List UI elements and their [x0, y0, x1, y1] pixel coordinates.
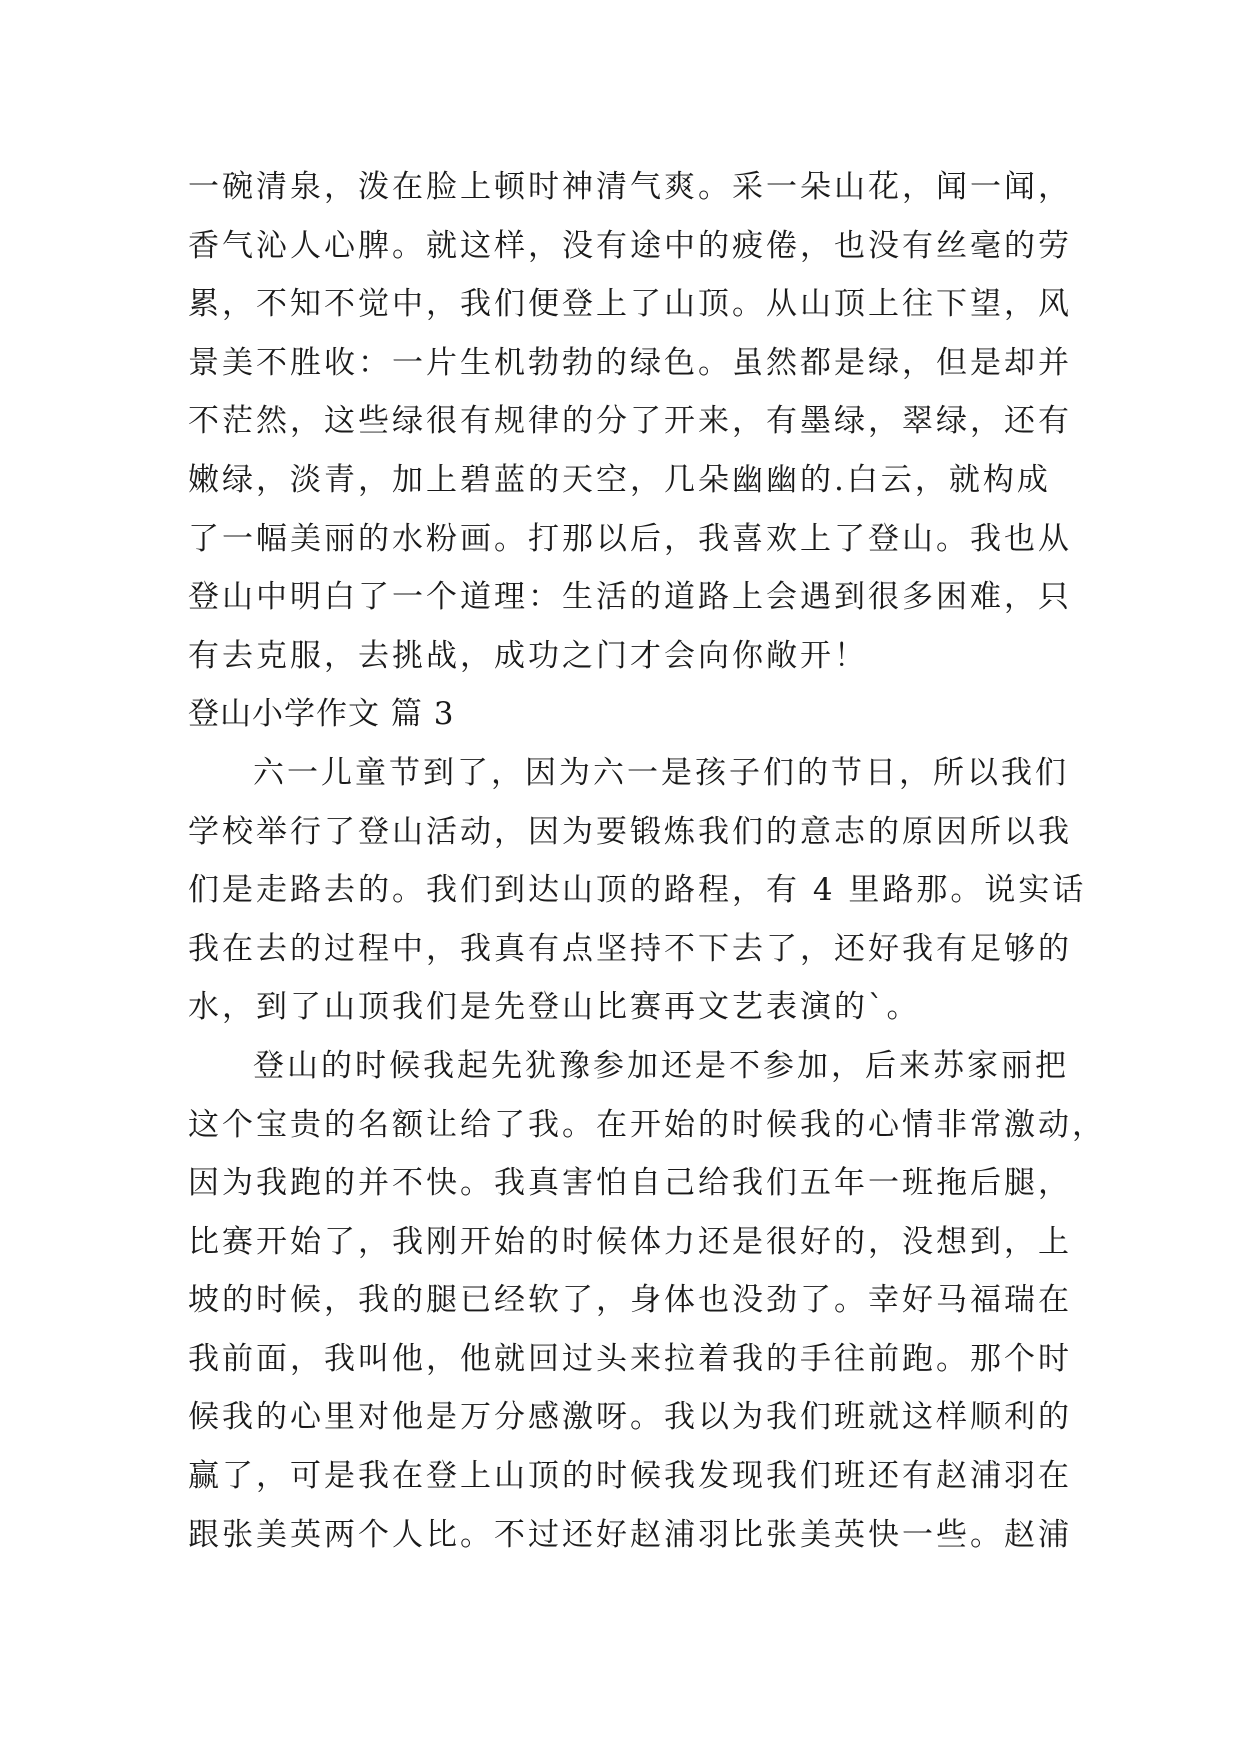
text-line: 们是走路去的。我们到达山顶的路程，有 4 里路那。说实话: [188, 872, 1087, 909]
text-line: 水，到了山顶我们是先登山比赛再文艺表演的`。: [188, 989, 921, 1026]
text-line: 了一幅美丽的水粉画。打那以后，我喜欢上了登山。我也从: [188, 520, 1072, 557]
text-line: 景美不胜收：一片生机勃勃的绿色。虽然都是绿，但是却并: [188, 344, 1072, 381]
text-line: 我前面，我叫他，他就回过头来拉着我的手往前跑。那个时: [188, 1340, 1072, 1377]
paragraph-3: [188, 1037, 1106, 1564]
text-line: 因为我跑的并不快。我真害怕自己给我们五年一班拖后腿，: [188, 1165, 1072, 1202]
text-line: 六一儿童节到了，因为六一是孩子们的节日，所以我们: [253, 754, 1069, 791]
text-line: 候我的心里对他是万分感激呀。我以为我们班就这样顺利的: [188, 1399, 1072, 1436]
text-line: 学校举行了登山活动，因为要锻炼我们的意志的原因所以我: [188, 813, 1072, 850]
text-line: 赢了，可是我在登上山顶的时候我发现我们班还有赵浦羽在: [188, 1458, 1072, 1495]
text-line: 登山中明白了一个道理：生活的道路上会遇到很多困难，只: [188, 579, 1072, 616]
text-line: 坡的时候，我的腿已经软了，身体也没劲了。幸好马福瑞在: [188, 1282, 1072, 1319]
text-line: 不茫然，这些绿很有规律的分了开来，有墨绿，翠绿，还有: [188, 403, 1072, 440]
text-line: 香气沁人心脾。就这样，没有途中的疲倦，也没有丝毫的劳: [188, 227, 1072, 264]
section-heading: 登山小学作文 篇 3: [188, 696, 455, 733]
paragraph-1: [188, 158, 1072, 685]
text-line: 嫩绿，淡青，加上碧蓝的天空，几朵幽幽的.白云，就构成: [188, 461, 1051, 498]
text-line: 跟张美英两个人比。不过还好赵浦羽比张美英快一些。赵浦: [188, 1516, 1072, 1553]
paragraph-2: [188, 744, 1087, 1037]
document-body: [188, 158, 1106, 1564]
text-line: 有去克服，去挑战，成功之门才会向你敞开！: [188, 637, 868, 674]
text-line: 登山的时候我起先犹豫参加还是不参加，后来苏家丽把: [253, 1047, 1069, 1084]
text-line: 累，不知不觉中，我们便登上了山顶。从山顶上往下望，风: [188, 286, 1072, 323]
text-line: 这个宝贵的名额让给了我。在开始的时候我的心情非常激动，: [188, 1106, 1106, 1143]
text-line: 比赛开始了，我刚开始的时候体力还是很好的，没想到，上: [188, 1223, 1072, 1260]
text-line: 我在去的过程中，我真有点坚持不下去了，还好我有足够的: [188, 930, 1072, 967]
text-line: 一碗清泉，泼在脸上顿时神清气爽。采一朵山花，闻一闻，: [188, 169, 1072, 205]
